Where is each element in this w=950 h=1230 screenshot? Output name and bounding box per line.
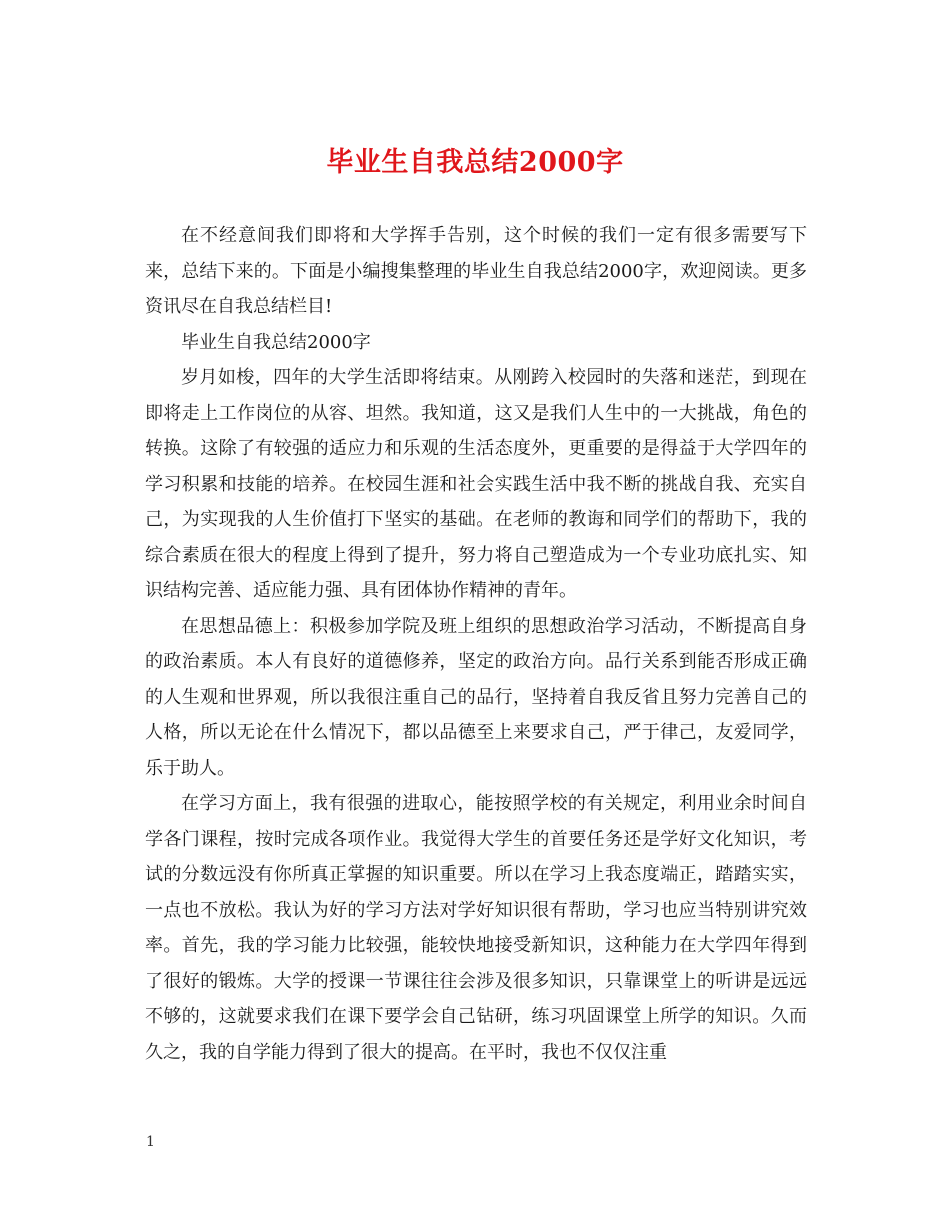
intro-paragraph: 在不经意间我们即将和大学挥手告别，这个时候的我们一定有很多需要写下来，总结下来的。下面是小编搜集整理的毕业生自我总结2000字，欢迎阅读。更多资讯尽在自我总结栏目! xyxy=(145,225,807,317)
subtitle-paragraph: 毕业生自我总结2000字 xyxy=(181,331,371,353)
body-paragraph: 岁月如梭，四年的大学生活即将结束。从刚跨入校园时的失落和迷茫，到现在即将走上工作岗位的从容、坦然。我知道，这又是我们人生中的一大挑战，角色的转换。这除了有较强的适应力和乐观的生活态度外，更重要的是得益于大学四年的学习积累和技能的培养。在校园生涯和社会实践生活中我不断的挑战自我、充实自己，为实现我的人生价值打下坚实的基础。在老师的教诲和同学们的帮助下，我的综合素质在很大的程度上得到了提升，努力将自己塑造成为一个专业功底扎实、知识结构完善、适应能力强、具有团体协作精神的青年。 xyxy=(145,367,807,601)
document-body xyxy=(145,218,807,1070)
body-paragraph: 在思想品德上：积极参加学院及班上组织的思想政治学习活动，不断提高自身的政治素质。本人有良好的道德修养，坚定的政治方向。品行关系到能否形成正确的人生观和世界观，所以我很注重自己的品行，坚持着自我反省且努力完善自己的人格，所以无论在什么情况下，都以品德至上来要求自己，严于律己，友爱同学，乐于助人。 xyxy=(145,615,807,779)
body-paragraph: 在学习方面上，我有很强的进取心，能按照学校的有关规定，利用业余时间自学各门课程，按时完成各项作业。我觉得大学生的首要任务还是学好文化知识，考试的分数远没有你所真正掌握的知识重要。所以在学习上我态度端正，踏踏实实，一点也不放松。我认为好的学习方法对学好知识很有帮助，学习也应当特别讲究效率。首先，我的学习能力比较强，能较快地接受新知识，这种能力在大学四年得到了很好的锻炼。大学的授课一节课往往会涉及很多知识，只靠课堂上的听讲是远远不够的，这就要求我们在课下要学会自己钻研，练习巩固课堂上所学的知识。久而久之，我的自学能力得到了很大的提高。在平时，我也不仅仅注重 xyxy=(145,793,807,1063)
page-number: 1 xyxy=(146,1134,155,1150)
document-title: 毕业生自我总结2000字 xyxy=(326,147,624,178)
